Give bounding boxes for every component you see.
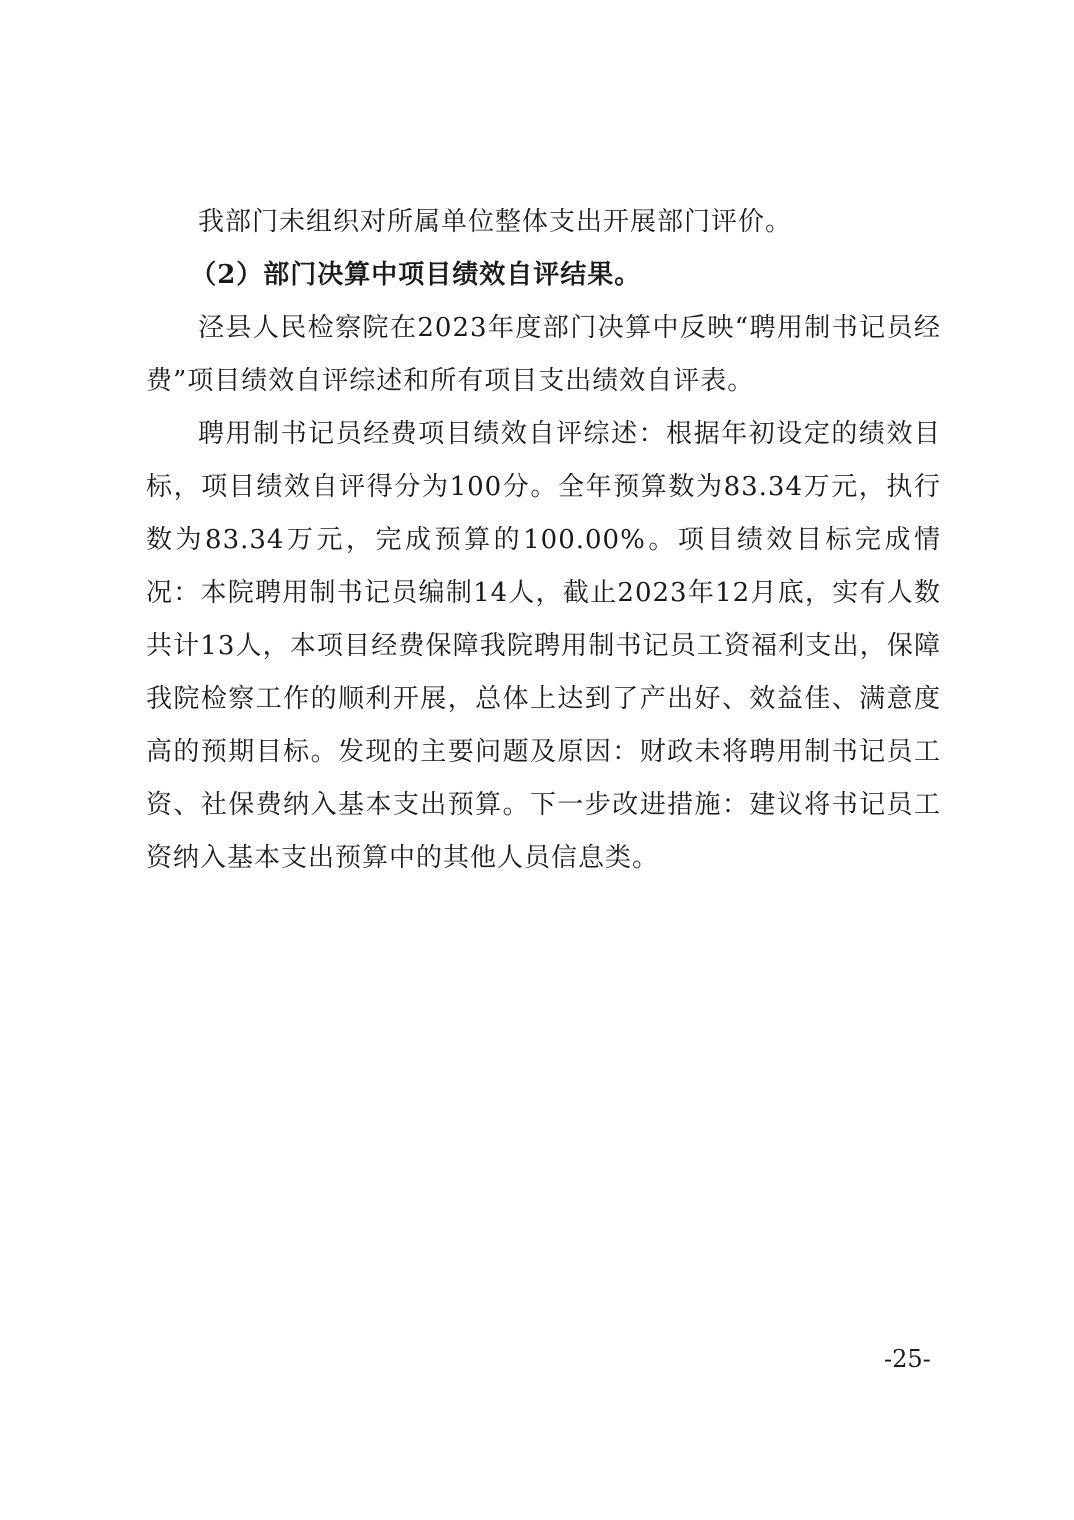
paragraph-project-overview: 泾县人民检察院在2023年度部门决算中反映“聘用制书记员经费”项目绩效自评综述和所有项目支出绩效自评表。 [146,313,941,396]
page-number: -25- [884,1345,931,1373]
section-heading: （2）部门决算中项目绩效自评结果。 [190,260,642,290]
paragraph-evaluation-note: 我部门未组织对所属单位整体支出开展部门评价。 [198,207,793,237]
document-body [146,196,941,885]
paragraph-project-summary: 聘用制书记员经费项目绩效自评综述：根据年初设定的绩效目标，项目绩效自评得分为100分。全年预算数为83.34万元，执行数为83.34万元，完成预算的100.00%。项目绩效目标完成情况：本院聘用制书记员编制14人，截止2023年12月底，实有人数共计13人，本项目经费保障我院聘用制书记员工资福利支出，保障我院检察工作的顺利开展，总体上达到了产出好、效益佳、满意度高的预期目标。发现的主要问题及原因：财政未将聘用制书记员工资、社保费纳入基本支出预算。下一步改进措施：建议将书记员工资纳入基本支出预算中的其他人员信息类。 [146,419,941,873]
